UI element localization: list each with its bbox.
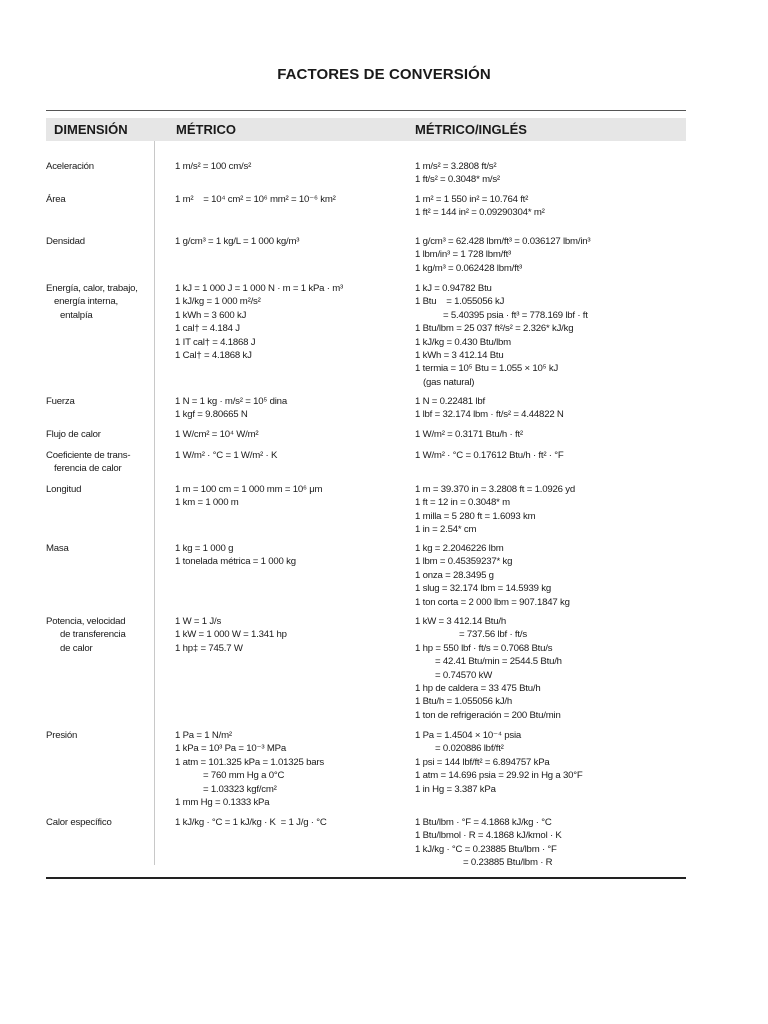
dimension-label: Energía, calor, trabajo,	[46, 283, 138, 294]
english-line: 1 onza = 28.3495 g	[415, 569, 494, 581]
english-line: 1 kJ = 0.94782 Btu	[415, 283, 492, 294]
english-line: 1 ton de refrigeración = 200 Btu/min	[415, 709, 561, 721]
english-line: 1 Btu/lbm = 25 037 ft²/s² = 2.326* kJ/kg	[415, 323, 574, 335]
english-line: 1 g/cm³ = 62.428 lbm/ft³ = 0.036127 lbm/in³	[415, 236, 591, 247]
metric-line: 1 kg = 1 000 g	[175, 543, 234, 554]
english-line: 1 ton corta = 2 000 lbm = 907.1847 kg	[415, 596, 570, 608]
metric-line: 1 kgf = 9.80665 N	[175, 409, 248, 421]
metric-line: 1 kJ/kg · °C = 1 kJ/kg · K = 1 J/g · °C	[175, 817, 327, 828]
english-line: 1 N = 0.22481 lbf	[415, 396, 485, 407]
metric-line: 1 cal† = 4.184 J	[175, 323, 240, 335]
metric-line: 1 Pa = 1 N/m²	[175, 730, 232, 741]
english-line: 1 m² = 1 550 in² = 10.764 ft²	[415, 194, 529, 205]
dimension-cell	[46, 160, 151, 173]
metric-line: 1 hp‡ = 745.7 W	[175, 642, 243, 654]
dimension-label: Presión	[46, 730, 78, 741]
metric-line: 1 tonelada métrica = 1 000 kg	[175, 556, 296, 568]
english-line: 1 ft = 12 in = 0.3048* m	[415, 497, 510, 509]
dimension-label: de calor	[60, 642, 93, 654]
english-line: 1 psi = 144 lbf/ft² = 6.894757 kPa	[415, 756, 550, 768]
english-line: 1 Pa = 1.4504 × 10⁻⁴ psia	[415, 730, 522, 741]
metric-cell	[175, 449, 405, 462]
metric-cell	[175, 428, 405, 441]
dimension-cell	[46, 816, 151, 829]
metric-line: 1 W = 1 J/s	[175, 616, 222, 627]
english-line: = 737.56 lbf · ft/s	[459, 629, 527, 641]
english-line: = 5.40395 psia · ft³ = 778.169 lbf · ft	[443, 309, 588, 321]
dimension-label: Calor específico	[46, 817, 112, 828]
english-line: 1 Btu/lbmol · R = 4.1868 kJ/kmol · K	[415, 830, 562, 842]
english-line: = 0.74570 kW	[435, 669, 493, 681]
dimension-cell	[46, 449, 151, 476]
english-line: 1 kJ/kg = 0.430 Btu/lbm	[415, 336, 511, 348]
dimension-label: ferencia de calor	[54, 463, 122, 475]
metric-line: 1 W/m² · °C = 1 W/m² · K	[175, 450, 278, 461]
column-divider	[154, 141, 155, 865]
english-cell	[415, 483, 685, 537]
metric-cell	[175, 395, 405, 422]
dimension-cell	[46, 483, 151, 496]
metric-line: 1 kPa = 10³ Pa = 10⁻³ MPa	[175, 743, 286, 755]
english-line: 1 ft/s² = 0.3048* m/s²	[415, 174, 500, 186]
metric-cell	[175, 615, 405, 655]
dimension-label: energía interna,	[54, 296, 119, 308]
dimension-label: entalpía	[60, 309, 93, 321]
dimension-cell	[46, 282, 151, 322]
english-line: 1 lbm/in³ = 1 728 lbm/ft³	[415, 249, 512, 261]
metric-line: 1 kJ = 1 000 J = 1 000 N · m = 1 kPa · m³	[175, 283, 344, 294]
english-line: 1 hp = 550 lbf · ft/s = 0.7068 Btu/s	[415, 642, 553, 654]
metric-line: 1 W/cm² = 10⁴ W/m²	[175, 429, 259, 440]
metric-cell	[175, 160, 405, 173]
header-dimension: DIMENSIÓN	[54, 122, 128, 137]
english-cell	[415, 160, 685, 187]
english-cell	[415, 816, 685, 870]
dimension-label: Coeficiente de trans-	[46, 450, 131, 461]
english-line: (gas natural)	[423, 376, 475, 388]
dimension-cell	[46, 395, 151, 408]
metric-cell	[175, 542, 405, 569]
metric-line: 1 IT cal† = 4.1868 J	[175, 336, 256, 348]
english-line: 1 kWh = 3 412.14 Btu	[415, 350, 504, 362]
english-line: 1 milla = 5 280 ft = 1.6093 km	[415, 510, 536, 522]
dimension-label: Longitud	[46, 484, 82, 495]
metric-line: 1 kJ/kg = 1 000 m²/s²	[175, 296, 261, 308]
dimension-label: Masa	[46, 543, 69, 554]
dimension-label: Área	[46, 194, 66, 205]
metric-cell	[175, 193, 405, 206]
english-cell	[415, 428, 685, 441]
metric-cell	[175, 483, 405, 510]
table-header	[46, 118, 686, 141]
english-line: 1 Btu/h = 1.055056 kJ/h	[415, 696, 513, 708]
english-cell	[415, 395, 685, 422]
metric-line: 1 Cal† = 4.1868 kJ	[175, 350, 252, 362]
english-line: = 0.23885 Btu/lbm · R	[463, 857, 553, 869]
english-line: 1 m/s² = 3.2808 ft/s²	[415, 161, 497, 172]
metric-line: 1 N = 1 kg · m/s² = 10⁵ dina	[175, 396, 287, 407]
dimension-cell	[46, 542, 151, 555]
metric-line: 1 m = 100 cm = 1 000 mm = 10⁶ μm	[175, 484, 323, 495]
dimension-label: Flujo de calor	[46, 429, 101, 440]
dimension-cell	[46, 193, 151, 206]
english-line: 1 W/m² · °C = 0.17612 Btu/h · ft² · °F	[415, 450, 564, 461]
metric-line: 1 m/s² = 100 cm/s²	[175, 161, 252, 172]
metric-line: = 1.03323 kgf/cm²	[203, 783, 277, 795]
dimension-cell	[46, 235, 151, 248]
dimension-label: de transferencia	[60, 629, 126, 641]
english-line: 1 kg/m³ = 0.062428 lbm/ft³	[415, 262, 523, 274]
metric-cell	[175, 729, 405, 809]
english-line: 1 kW = 3 412.14 Btu/h	[415, 616, 506, 627]
english-cell	[415, 542, 685, 609]
metric-line: 1 kW = 1 000 W = 1.341 hp	[175, 629, 287, 641]
metric-line: 1 mm Hg = 0.1333 kPa	[175, 797, 270, 809]
page-title: FACTORES DE CONVERSIÓN	[277, 66, 491, 83]
english-cell	[415, 615, 685, 722]
top-rule	[46, 110, 686, 111]
metric-line: 1 g/cm³ = 1 kg/L = 1 000 kg/m³	[175, 236, 300, 247]
header-metric-english: MÉTRICO/INGLÉS	[415, 122, 527, 137]
dimension-cell	[46, 729, 151, 742]
english-line: 1 slug = 32.174 lbm = 14.5939 kg	[415, 583, 552, 595]
metric-cell	[175, 816, 405, 829]
english-line: 1 kg = 2.2046226 lbm	[415, 543, 504, 554]
metric-line: 1 m² = 10⁴ cm² = 10⁶ mm² = 10⁻⁶ km²	[175, 194, 336, 205]
dimension-label: Densidad	[46, 236, 85, 247]
english-cell	[415, 193, 685, 220]
metric-line: 1 km = 1 000 m	[175, 497, 239, 509]
dimension-cell	[46, 428, 151, 441]
metric-cell	[175, 235, 405, 248]
english-cell	[415, 729, 685, 796]
english-line: 1 termia = 10⁵ Btu = 1.055 × 10⁵ kJ	[415, 363, 559, 375]
metric-line: 1 atm = 101.325 kPa = 1.01325 bars	[175, 756, 324, 768]
english-line: 1 in Hg = 3.387 kPa	[415, 783, 496, 795]
header-metric: MÉTRICO	[176, 122, 236, 137]
english-line: 1 hp de caldera = 33 475 Btu/h	[415, 683, 541, 695]
english-line: 1 Btu/lbm · °F = 4.1868 kJ/kg · °C	[415, 817, 552, 828]
english-cell	[415, 449, 685, 462]
english-line: 1 in = 2.54* cm	[415, 524, 477, 536]
english-line: 1 m = 39.370 in = 3.2808 ft = 1.0926 yd	[415, 484, 575, 495]
english-line: 1 ft² = 144 in² = 0.09290304* m²	[415, 207, 545, 219]
english-line: = 42.41 Btu/min = 2544.5 Btu/h	[435, 656, 562, 668]
dimension-cell	[46, 615, 151, 655]
dimension-label: Fuerza	[46, 396, 75, 407]
english-line: 1 W/m² = 0.3171 Btu/h · ft²	[415, 429, 523, 440]
english-line: 1 atm = 14.696 psia = 29.92 in Hg a 30°F	[415, 770, 583, 782]
english-cell	[415, 235, 685, 275]
metric-cell	[175, 282, 405, 362]
metric-line: = 760 mm Hg a 0°C	[203, 770, 285, 782]
english-line: 1 lbm = 0.45359237* kg	[415, 556, 513, 568]
english-line: 1 kJ/kg · °C = 0.23885 Btu/lbm · °F	[415, 843, 557, 855]
metric-line: 1 kWh = 3 600 kJ	[175, 309, 247, 321]
english-cell	[415, 282, 685, 389]
dimension-label: Potencia, velocidad	[46, 616, 126, 627]
dimension-label: Aceleración	[46, 161, 94, 172]
english-line: 1 lbf = 32.174 lbm · ft/s² = 4.44822 N	[415, 409, 564, 421]
english-line: = 0.020886 lbf/ft²	[435, 743, 504, 755]
bottom-rule	[46, 877, 686, 879]
english-line: 1 Btu = 1.055056 kJ	[415, 296, 505, 308]
